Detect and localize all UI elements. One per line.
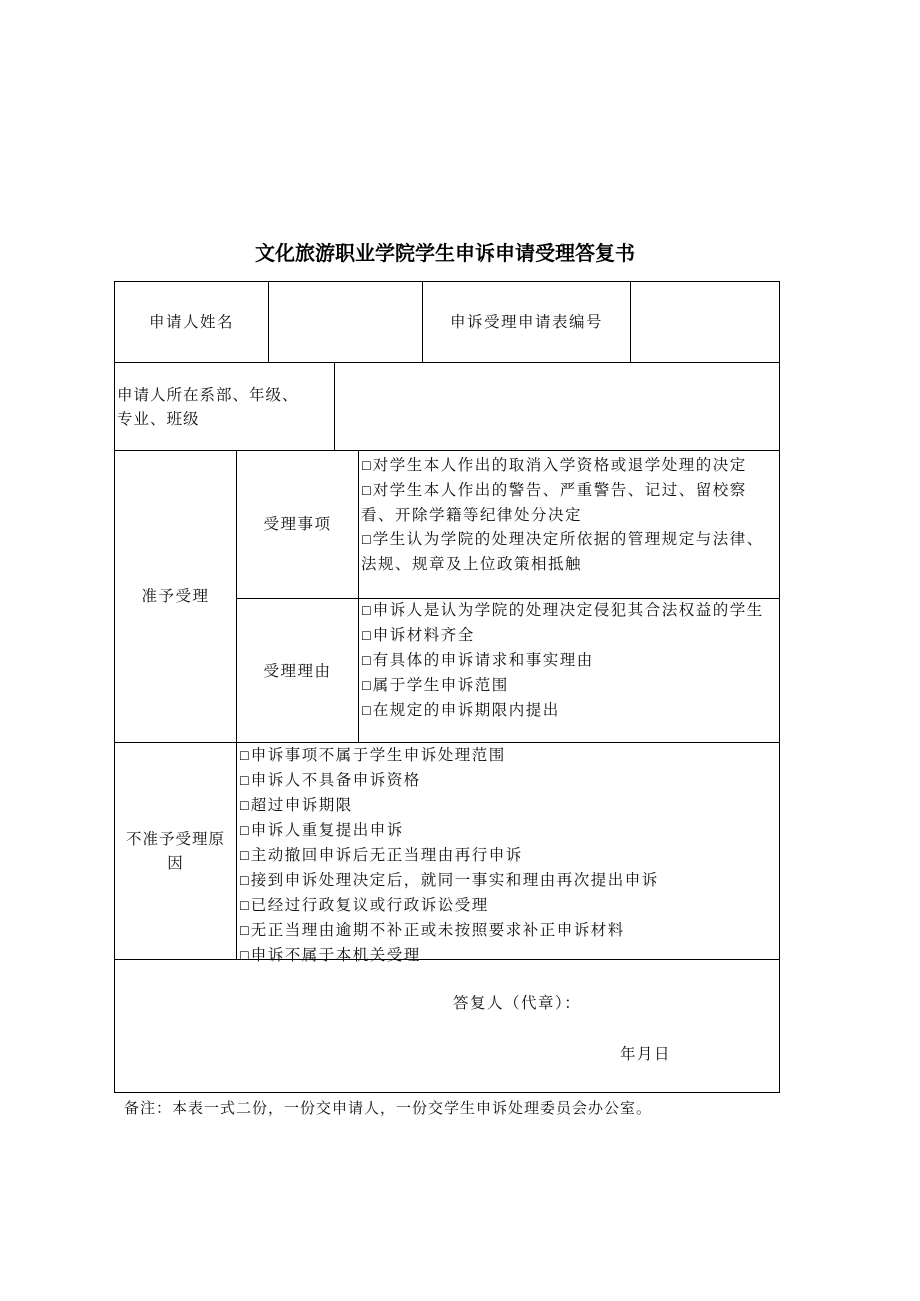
- checkbox-icon[interactable]: ☐: [239, 874, 250, 888]
- option-item[interactable]: [239, 843, 777, 868]
- reject-label: [115, 742, 236, 959]
- checkbox-icon[interactable]: ☐: [361, 704, 372, 718]
- reject-options: [239, 743, 777, 968]
- reply-signer-label: 答复人（代章）：: [453, 994, 582, 1012]
- checkbox-icon[interactable]: ☐: [361, 484, 372, 498]
- option-item[interactable]: [239, 943, 777, 968]
- checkbox-icon[interactable]: ☐: [239, 799, 250, 813]
- option-text: 申诉不属于本机关受理: [250, 946, 421, 964]
- option-item[interactable]: [239, 918, 777, 943]
- option-item[interactable]: [361, 453, 777, 478]
- option-text: 超过申诉期限: [250, 796, 353, 814]
- checkbox-icon[interactable]: ☐: [239, 824, 250, 838]
- option-text: 属于学生申诉范围: [372, 676, 509, 694]
- option-text: 申诉人不具备申诉资格: [250, 771, 421, 789]
- checkbox-icon[interactable]: ☐: [361, 459, 372, 473]
- checkbox-icon[interactable]: ☐: [239, 899, 250, 913]
- accept-matters-options: [361, 453, 777, 576]
- option-text: 对学生本人作出的警告、严重警告、记过、留校察看、开除学籍等纪律处分决定: [361, 481, 747, 524]
- option-text: 有具体的申诉请求和事实理由: [372, 651, 594, 669]
- option-item[interactable]: [239, 893, 777, 918]
- option-item[interactable]: [361, 698, 777, 723]
- checkbox-icon[interactable]: ☐: [361, 604, 372, 618]
- col-divider: [358, 450, 359, 742]
- option-item[interactable]: [239, 768, 777, 793]
- department-label-line: 专业、班级: [117, 410, 200, 428]
- checkbox-icon[interactable]: ☐: [361, 533, 372, 547]
- accept-matters-label: 受理事项: [263, 515, 332, 533]
- checkbox-icon[interactable]: ☐: [239, 849, 250, 863]
- option-item[interactable]: [361, 598, 777, 623]
- accept-reasons-options: [361, 598, 777, 723]
- checkbox-icon[interactable]: ☐: [361, 629, 372, 643]
- option-text: 接到申诉处理决定后，就同一事实和理由再次提出申诉: [250, 871, 659, 889]
- option-text: 在规定的申诉期限内提出: [372, 701, 560, 719]
- checkbox-icon[interactable]: ☐: [239, 774, 250, 788]
- option-item[interactable]: [239, 818, 777, 843]
- option-item[interactable]: [361, 673, 777, 698]
- option-text: 申诉人是认为学院的处理决定侵犯其合法权益的学生: [372, 601, 764, 619]
- option-text: 对学生本人作出的取消入学资格或退学处理的决定: [372, 456, 747, 474]
- department-label-line: 申请人所在系部、年级、: [117, 386, 299, 404]
- option-text: 申诉材料齐全: [372, 626, 475, 644]
- option-text: 申诉事项不属于学生申诉处理范围: [250, 746, 506, 764]
- department-label: [117, 383, 332, 431]
- reject-label-line: 因: [167, 853, 184, 872]
- option-text: 主动撤回申诉后无正当理由再行申诉: [250, 846, 523, 864]
- option-text: 申诉人重复提出申诉: [250, 821, 404, 839]
- checkbox-icon[interactable]: ☐: [239, 949, 250, 963]
- option-item[interactable]: [361, 527, 777, 576]
- reply-date-label: 年月日: [620, 1045, 672, 1063]
- footnote: 备注：本表一式二份，一份交申请人，一份交学生申诉处理委员会办公室。: [124, 1099, 653, 1117]
- checkbox-icon[interactable]: ☐: [361, 654, 372, 668]
- option-item[interactable]: [361, 623, 777, 648]
- applicant-name-field[interactable]: [269, 282, 422, 362]
- option-item[interactable]: [361, 648, 777, 673]
- reject-label-line: 不准予受理原: [125, 829, 225, 848]
- option-item[interactable]: [361, 478, 777, 527]
- checkbox-icon[interactable]: ☐: [239, 749, 250, 763]
- checkbox-icon[interactable]: ☐: [361, 679, 372, 693]
- form-number-label: 申诉受理申请表编号: [449, 313, 603, 331]
- option-item[interactable]: [239, 868, 777, 893]
- option-text: 无正当理由逾期不补正或未按照要求补正申诉材料: [250, 921, 625, 939]
- option-item[interactable]: [239, 743, 777, 768]
- accept-reasons-label: 受理理由: [263, 661, 332, 680]
- option-text: 已经过行政复议或行政诉讼受理: [250, 896, 489, 914]
- form-table: [114, 281, 780, 1093]
- form-number-field[interactable]: [631, 282, 779, 362]
- applicant-name-label: 申请人姓名: [148, 313, 234, 331]
- option-text: 学生认为学院的处理决定所依据的管理规定与法律、法规、规章及上位政策相抵触: [361, 530, 764, 573]
- col-divider: [236, 742, 237, 959]
- checkbox-icon[interactable]: ☐: [239, 924, 250, 938]
- department-field[interactable]: [335, 363, 779, 450]
- accept-label: 准予受理: [141, 587, 210, 605]
- option-item[interactable]: [239, 793, 777, 818]
- document-title: 文化旅游职业学院学生申诉申请受理答复书: [255, 241, 635, 265]
